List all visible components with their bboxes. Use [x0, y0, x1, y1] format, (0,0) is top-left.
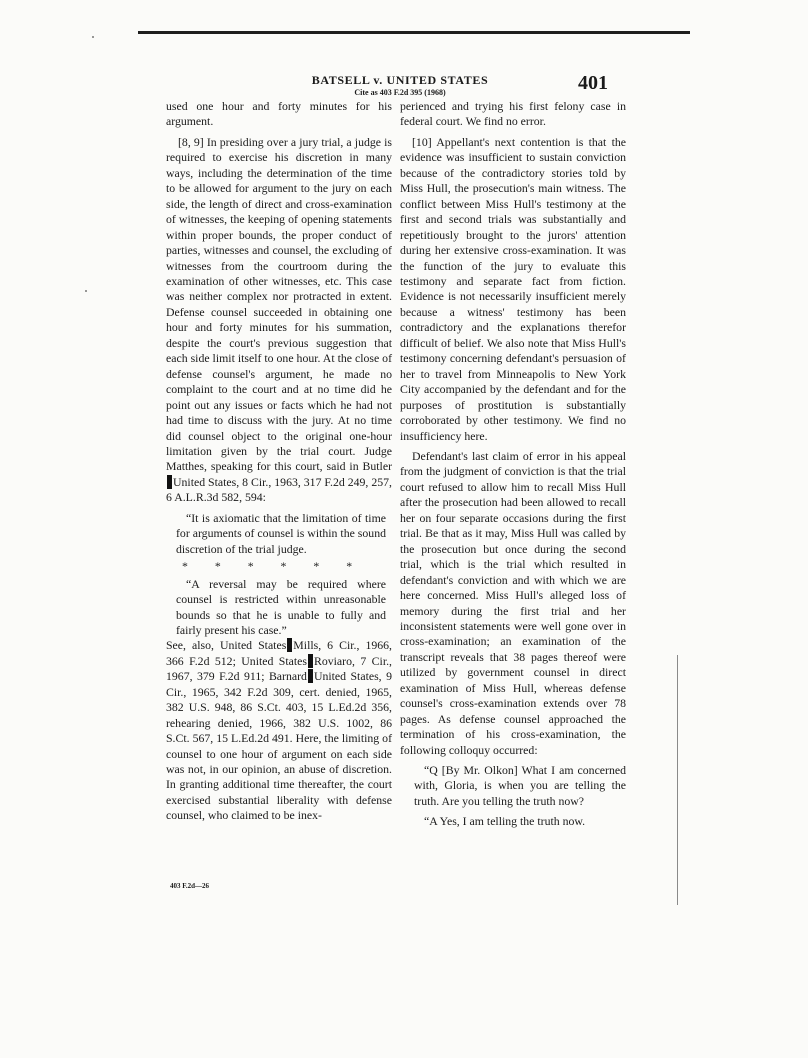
ellipsis-stars: * * * * * *	[182, 559, 353, 574]
paragraph-text: See, also, United States	[166, 638, 287, 653]
scan-speck	[85, 290, 87, 292]
paragraph-text: [8, 9] In presiding over a jury trial, a judge is required to exercise his discretion in many ways, including the determination of the time to be allowed for argument to the jury on each side, the length of direct and cross-examination of witnesses, the keeping of opening statements within proper bounds, the proper conduct of parties, witnesses and counsel, the excluding of witnesses from the courtroom during the examination of other witnesses, etc. This case was neither complex nor protracted in extent. Defense counsel succeeded in obtaining one hour and forty minutes for his summation, despite the court's previous suggestion that each side limit itself to one hour. At the close of defense counsel's argument, he made no complaint to the court and at no time did he point out any issues or facts which he had not had time to discuss with the jury. At no time did counsel object to the original one-hour limitation given by the trial court. Judge Matthes, speaking for this court, said in Butler	[166, 134, 392, 474]
transcript-answer: “A Yes, I am telling the truth now.	[424, 814, 586, 829]
paragraph: used one hour and forty minutes for his argument.	[166, 99, 392, 129]
paragraph	[166, 135, 392, 506]
volume-mark: 403 F.2d—26	[170, 882, 210, 890]
paragraph-text: Mills, 6 Cir., 1966, 366 F.2d 512; United States	[166, 638, 392, 668]
block-quote: “It is axiomatic that the limitation of time for arguments of counsel is within the sound discretion of the trial judge.	[176, 510, 386, 556]
redaction-mark	[287, 638, 292, 652]
page-number: 401	[578, 72, 608, 94]
redaction-mark	[308, 654, 313, 668]
redaction-mark	[308, 669, 313, 683]
redaction-mark	[167, 475, 172, 489]
paragraph-text: United States, 9 Cir., 1965, 342 F.2d 309, cert. denied, 1965, 382 U.S. 948, 86 S.Ct. 403, 15 L.Ed.2d 356, rehearing denied, 1966, 382 U.S. 1002, 86 S.Ct. 567, 15 L.Ed.2d 491. Here, the limiting of counsel to one hour of argument on each side was not, in our opinion, an abuse of discretion. In granting additional time thereafter, the court exercised substantial liberality with defense counsel, who claimed to be inex-	[166, 669, 392, 823]
right-column	[400, 99, 626, 830]
left-column	[166, 99, 392, 824]
paragraph: perienced and trying his first felony case in federal court. We find no error.	[400, 99, 626, 129]
paragraph: Defendant's last claim of error in his appeal from the judgment of conviction is that the trial court refused to allow him to recall Miss Hull after the prosecution had been allowed to recall her on four separate occasions during the first trial. Be that as it may, Miss Hull was called by the prosecution but once during the second trial, which is the trial which resulted in defendant's conviction and with which we are here concerned. Miss Hull's alleged loss of memory during the first trial and her inconsistent statements were well gone over in cross-examination; an examination of the transcript reveals that 38 pages thereof were utilized by government counsel in direct examination of Miss Hull, whereas defense counsel's cross-examination extends over 78 pages. As defense counsel approached the termination of his cross-examination, the following colloquy occurred:	[400, 448, 626, 757]
case-title: BATSELL v. UNITED STATES	[311, 73, 489, 87]
block-quote: “A reversal may be required where counsel is restricted within unreasonable bounds so that he is unable to fully and fairly present his case.”	[176, 576, 386, 637]
top-rule	[138, 31, 690, 34]
margin-line	[677, 655, 678, 905]
paragraph: [10] Appellant's next contention is that the evidence was insufficient to sustain conviction because of the contradictory stories told by Miss Hull, the prosecution's main witness. The conflict between Miss Hull's testimony at the first and second trials was substantially and repetitiously brought to the jurors' attention during her extensive cross-examination. It was the function of the jury to evaluate this testimony and separate fact from fiction. Evidence is not necessarily insufficient merely because a witness' testimony has been contradictory and the explanations therefor difficult of belief. We also note that Miss Hull's testimony concerning defendant's persuasion of her to travel from Minneapolis to New York City accompanied by the defendant and for the purposes of prostitution is substantially corroborated by other testimony. We find no insufficiency here.	[400, 134, 626, 443]
paragraph-text: United States, 8 Cir., 1963, 317 F.2d 249, 257, 6 A.L.R.3d 582, 594:	[166, 474, 392, 505]
paragraph	[166, 638, 392, 823]
paragraph-text: Roviaro, 7 Cir., 1967, 379 F.2d 911; Barnard	[166, 653, 392, 684]
transcript-question: “Q [By Mr. Olkon] What I am concerned with, Gloria, is when you are telling the truth. Are you telling the truth now?	[414, 763, 626, 808]
scan-speck	[92, 36, 94, 38]
case-citation: Cite as 403 F.2d 395 (1968)	[354, 88, 446, 97]
